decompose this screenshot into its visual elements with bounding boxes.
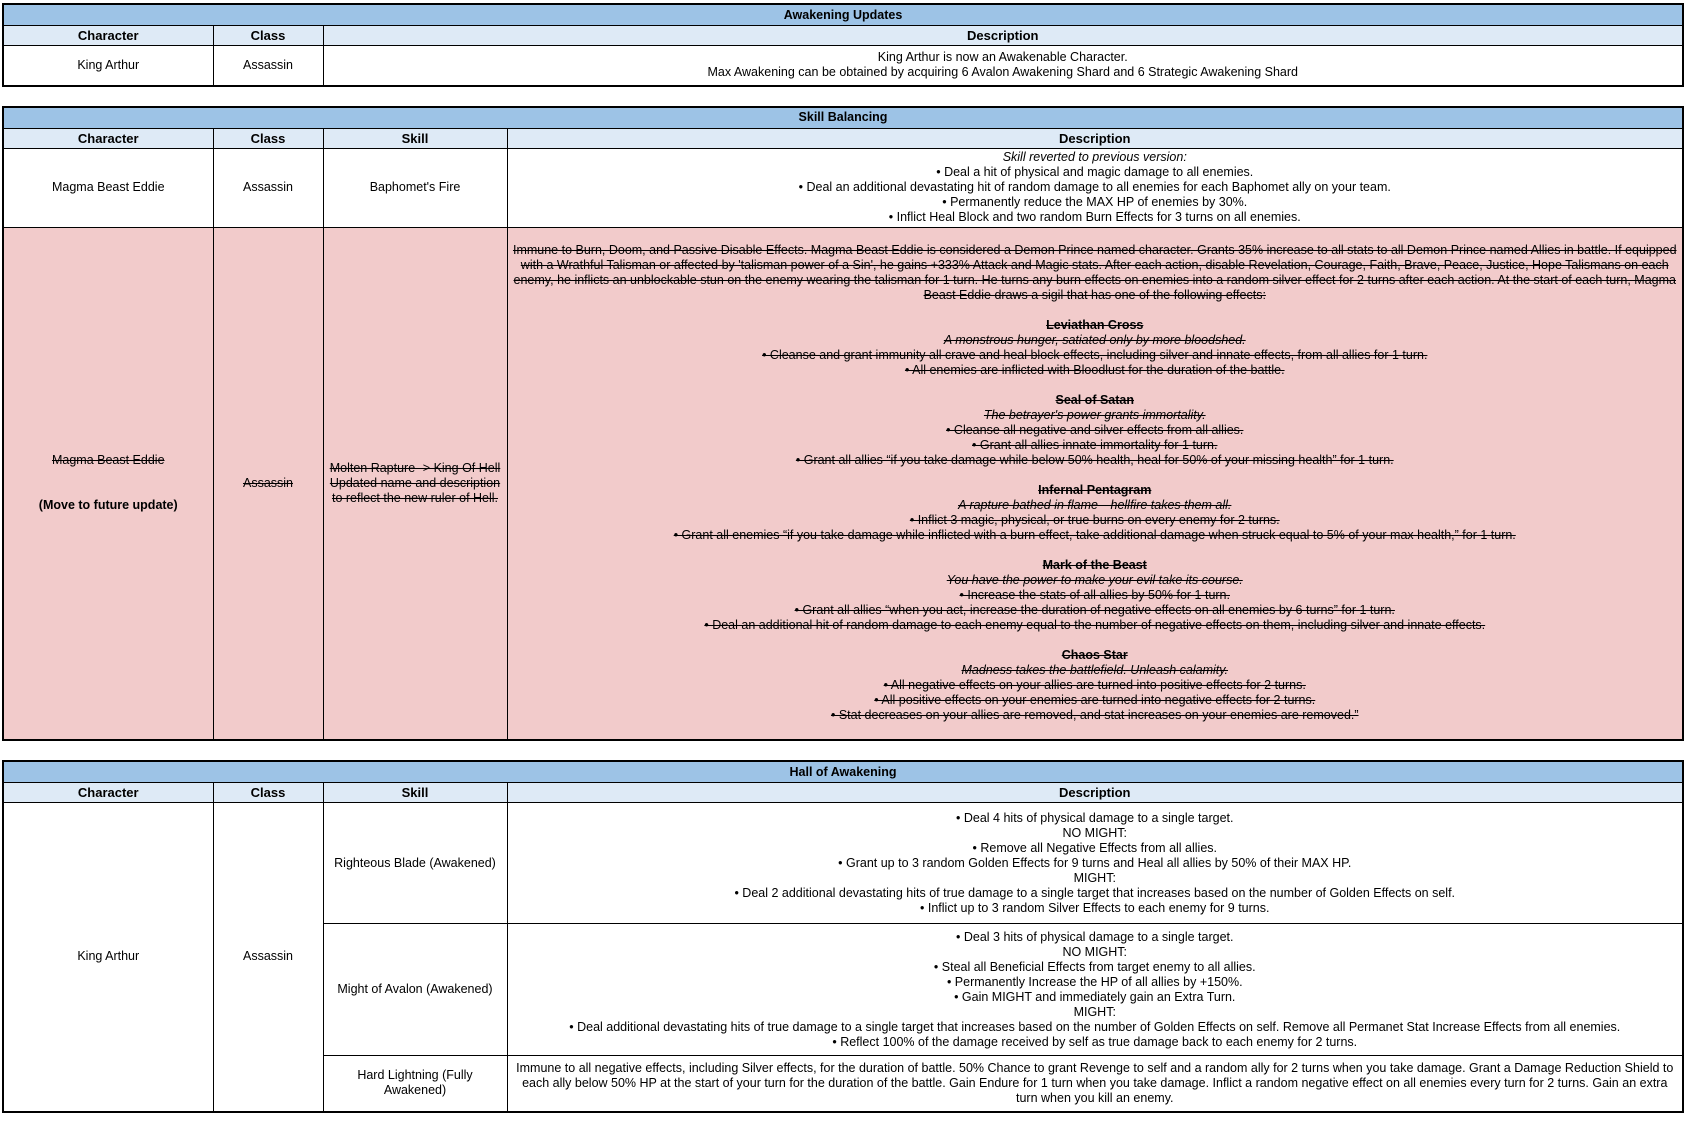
- table-title: Hall of Awakening: [3, 761, 1683, 783]
- text-line: • Grant all allies innate immortality for 1 turn.: [972, 438, 1218, 453]
- text-line: • Remove all Negative Effects from all allies.: [972, 840, 1218, 855]
- text-line: Immune to all negative effects, including Silver effects, for the duration of battle. 50% Chance to grant Revenge to self and a random ally for 2 turns when you take damage. Grant a Damage Reduction Shield to each ally below 50% HP at the start of your turn for the duration of the battle. Gain Endure for 1 turn when you take damage. Inflict a random negative effect on all enemies every turn for 2 turns. Gain an extra turn when you kill an enemy.: [516, 1060, 1674, 1105]
- text-line: • Grant up to 3 random Golden Effects for 9 turns and Heal all allies by 50% of their MAX HP.: [838, 855, 1352, 870]
- text-line: King Arthur is now an Awakenable Character.: [877, 50, 1128, 65]
- text-line: Infernal Pentagram: [1038, 483, 1152, 498]
- text-line: Madness takes the battlefield. Unleash calamity.: [961, 663, 1229, 678]
- cell-description: [323, 46, 1683, 86]
- cell-class: Assassin: [213, 46, 323, 86]
- text-line: to reflect the new ruler of Hell.: [331, 490, 499, 505]
- table-title: Awakening Updates: [3, 4, 1683, 26]
- text-line: (Move to future update): [38, 498, 178, 513]
- column-header-row: [3, 26, 1683, 46]
- cell-description: [507, 227, 1683, 740]
- text-line: [512, 303, 1679, 318]
- column-header-class: Class: [213, 783, 323, 803]
- text-line: Might of Avalon (Awakened): [337, 982, 493, 996]
- text-line: Baphomet's Fire: [369, 180, 461, 194]
- text-line: • All negative effects on your allies are turned into positive effects for 2 turns.: [883, 678, 1306, 693]
- cell-character: [3, 148, 213, 227]
- column-header-class: Class: [213, 26, 323, 46]
- column-header-description: Description: [323, 26, 1683, 46]
- text-line: • Grant all allies “if you take damage while below 50% health, heal for 50% of your missing health” for 1 turn.: [795, 453, 1394, 468]
- cell-character: [3, 227, 213, 740]
- text-line: • Deal an additional devastating hit of random damage to all enemies for each Baphomet ally on your team.: [798, 180, 1391, 194]
- table-title-row: [3, 107, 1683, 129]
- cell-skill: [323, 1056, 507, 1112]
- text-line: Leviathan Cross: [1046, 318, 1144, 333]
- text-line: • Grant all enemies “if you take damage while inflicted with a burn effect, take additional damage when struck equal to 5% of your max health,” for 1 turn.: [673, 528, 1516, 543]
- text-line: The betrayer's power grants immortality.: [983, 408, 1206, 423]
- text-line: • Reflect 100% of the damage received by self as true damage back to each enemy for 2 turns.: [832, 1034, 1358, 1049]
- column-header-class: Class: [213, 128, 323, 148]
- column-header-row: [3, 783, 1683, 803]
- text-line: • Deal 4 hits of physical damage to a single target.: [956, 810, 1234, 825]
- column-header-description: Description: [507, 128, 1683, 148]
- table-row: [3, 148, 1683, 227]
- cell-description: [507, 803, 1683, 924]
- cell-description: [507, 148, 1683, 227]
- table-title-row: [3, 761, 1683, 783]
- table-row: [3, 803, 1683, 924]
- text-line: • Increase the stats of all allies by 50% for 1 turn.: [959, 588, 1230, 603]
- cell-skill: [323, 924, 507, 1056]
- text-line: • Stat decreases on your allies are removed, and stat increases on your enemies are removed.”: [830, 708, 1359, 723]
- cell-skill: [323, 227, 507, 740]
- text-line: Seal of Satan: [1055, 393, 1134, 408]
- table-title-row: [3, 4, 1683, 26]
- text-line: • Inflict up to 3 random Silver Effects to each enemy for 9 turns.: [920, 900, 1270, 915]
- table-title: Skill Balancing: [3, 107, 1683, 129]
- cell-class: Assassin: [213, 803, 323, 1112]
- text-line: • Steal all Beneficial Effects from target enemy to all allies.: [933, 959, 1256, 974]
- text-line: Skill reverted to previous version:: [1002, 150, 1187, 164]
- text-line: • Grant all allies “when you act, increase the duration of negative effects on all enemies by 6 turns” for 1 turn.: [794, 603, 1395, 618]
- text-line: Assassin: [242, 180, 294, 194]
- text-line: [512, 378, 1679, 393]
- text-line: • Deal 3 hits of physical damage to a single target.: [956, 929, 1234, 944]
- text-line: • Deal 2 additional devastating hits of true damage to a single target that increases based on the number of Golden Effects on self.: [734, 885, 1456, 900]
- text-line: You have the power to make your evil take its course.: [946, 573, 1243, 588]
- text-line: • Inflict 3 magic, physical, or true burns on every enemy for 2 turns.: [909, 513, 1280, 528]
- text-line: [512, 633, 1679, 648]
- text-line: • All positive effects on your enemies are turned into negative effects for 2 turns.: [874, 693, 1316, 708]
- text-line: • Gain MIGHT and immediately gain an Extra Turn.: [954, 989, 1236, 1004]
- column-header-skill: Skill: [323, 128, 507, 148]
- awakening-updates-table: [2, 3, 1684, 87]
- text-line: [8, 483, 209, 498]
- cell-description: [507, 924, 1683, 1056]
- text-line: • Inflict Heal Block and two random Burn Effects for 3 turns on all enemies.: [888, 210, 1301, 224]
- text-line: • Deal a hit of physical and magic damage to all enemies.: [936, 165, 1254, 179]
- text-line: • Cleanse and grant immunity all crave and heal block effects, including silver and innate effects, from all allies for 1 turn.: [762, 348, 1428, 363]
- text-line: NO MIGHT:: [1062, 825, 1128, 840]
- cell-description: [507, 1056, 1683, 1112]
- text-line: A monstrous hunger, satiated only by more bloodshed.: [943, 333, 1246, 348]
- column-header-row: [3, 128, 1683, 148]
- text-line: • Cleanse all negative and silver effects from all allies.: [946, 423, 1244, 438]
- text-line: Magma Beast Eddie: [51, 453, 165, 468]
- cell-skill: [323, 148, 507, 227]
- cell-character: King Arthur: [3, 803, 213, 1112]
- text-line: NO MIGHT:: [1062, 944, 1128, 959]
- text-line: Chaos Star: [1061, 648, 1128, 663]
- text-line: Molten Rapture -> King Of Hell: [329, 460, 501, 475]
- cell-character: King Arthur: [3, 46, 213, 86]
- text-line: Updated name and description: [329, 475, 501, 490]
- text-line: Mark of the Beast: [1042, 558, 1147, 573]
- text-line: A rapture bathed in flame—hellfire takes them all.: [958, 498, 1232, 513]
- text-line: • Permanently reduce the MAX HP of enemies by 30%.: [942, 195, 1248, 209]
- text-line: • Deal additional devastating hits of true damage to a single target that increases based on the number of Golden Effects on self. Remove all Permanet Stat Increase Effects from all enemies.: [569, 1019, 1621, 1034]
- table-row: [3, 46, 1683, 86]
- text-line: Hard Lightning (Fully Awakened): [357, 1068, 473, 1098]
- hall-of-awakening-table: [2, 760, 1684, 1113]
- skill-balancing-table: [2, 106, 1684, 742]
- text-line: • All enemies are inflicted with Bloodlust for the duration of the battle.: [904, 363, 1285, 378]
- text-line: MIGHT:: [1073, 870, 1116, 885]
- column-header-description: Description: [507, 783, 1683, 803]
- text-line: [512, 543, 1679, 558]
- text-line: • Permanently Increase the HP of all allies by +150%.: [946, 974, 1243, 989]
- cell-class: [213, 148, 323, 227]
- text-line: Magma Beast Eddie: [51, 180, 165, 194]
- column-header-skill: Skill: [323, 783, 507, 803]
- text-line: [8, 468, 209, 483]
- column-header-character: Character: [3, 128, 213, 148]
- cell-skill: [323, 803, 507, 924]
- text-line: [512, 468, 1679, 483]
- column-header-character: Character: [3, 783, 213, 803]
- text-line: Righteous Blade (Awakened): [334, 855, 496, 870]
- text-line: MIGHT:: [1073, 1004, 1116, 1019]
- text-line: Assassin: [242, 475, 294, 490]
- text-line: Immune to Burn, Doom, and Passive Disable Effects. Magma Beast Eddie is considered a Demon Prince named character. Grants 35% increase to all stats to all Demon Prince named Allies in battle. If equipped with a Wrathful Talisman or affected by 'talisman power of a Sin', he gains +333% Attack and Magic stats. After each action, disable Revelation, Courage, Faith, Brave, Peace, Justice, Hope Talismans on each enemy, he inflicts an unblockable stun on the enemy wearing the talisman for 1 turn. He turns any burn effects on enemies into a random silver effect for 2 turns after each action. At the start of each turn, Magma Beast Eddie draws a sigil that has one of the following effects:: [512, 243, 1677, 303]
- cell-class: [213, 227, 323, 740]
- text-line: • Deal an additional hit of random damage to each enemy equal to the number of negative effects on them, including silver and innate effects.: [704, 618, 1486, 633]
- column-header-character: Character: [3, 26, 213, 46]
- text-line: Max Awakening can be obtained by acquiring 6 Avalon Awakening Shard and 6 Strategic Awakening Shard: [707, 65, 1298, 80]
- table-row-strikeout: [3, 227, 1683, 740]
